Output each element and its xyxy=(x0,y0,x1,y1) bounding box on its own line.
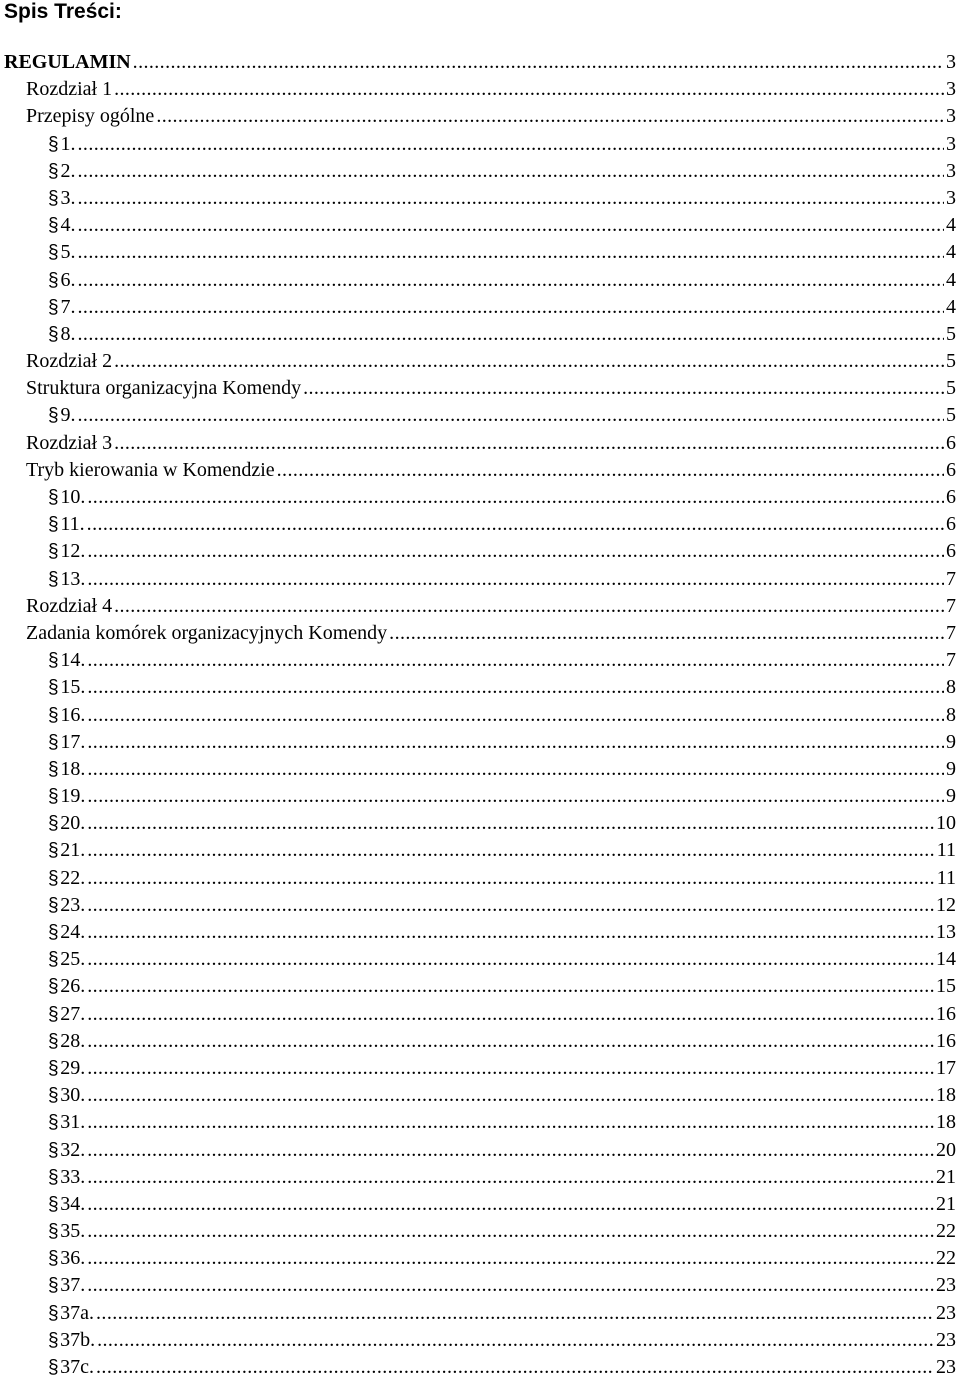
toc-entry-label: 36. xyxy=(60,1247,86,1270)
dot-leader xyxy=(87,566,944,593)
toc-entry-label: REGULAMIN xyxy=(4,51,131,73)
toc-entry-page-number: 11 xyxy=(936,866,956,889)
toc-entry[interactable] xyxy=(0,1218,960,1245)
dot-leader xyxy=(78,321,944,348)
toc-entry-page-number: 5 xyxy=(946,404,956,427)
section-sign: § xyxy=(48,1112,59,1134)
section-sign: § xyxy=(48,1275,59,1297)
toc-entry-page-number: 23 xyxy=(936,1274,956,1297)
section-sign: § xyxy=(48,1357,59,1378)
toc-entry-page-number: 18 xyxy=(936,1111,956,1134)
toc-entry-label: 34. xyxy=(60,1192,86,1215)
toc-entry[interactable] xyxy=(0,484,960,511)
section-sign: § xyxy=(48,867,59,889)
toc-entry-page-number: 15 xyxy=(936,975,956,998)
dot-leader xyxy=(114,430,944,457)
toc-entry[interactable] xyxy=(0,49,960,76)
toc-entry-label: Przepisy ogólne xyxy=(26,105,155,128)
section-sign: § xyxy=(48,487,59,508)
toc-entry[interactable] xyxy=(0,294,960,321)
toc-entry-label: 31. xyxy=(60,1111,86,1134)
dot-leader xyxy=(87,756,944,783)
toc-entry-label: 37c. xyxy=(60,1356,95,1378)
toc-entry[interactable] xyxy=(0,1327,960,1354)
toc-entry-label: 28. xyxy=(60,1029,86,1052)
toc-entry[interactable] xyxy=(0,837,960,864)
toc-entry-label: 32. xyxy=(60,1138,86,1161)
toc-entry-page-number: 21 xyxy=(936,1165,956,1188)
toc-entry[interactable] xyxy=(0,593,960,620)
toc-entry[interactable] xyxy=(0,1028,960,1055)
table-of-contents xyxy=(0,49,960,1381)
toc-entry-label: 16. xyxy=(60,703,86,726)
dot-leader xyxy=(96,1300,934,1327)
toc-entry-page-number: 21 xyxy=(936,1192,956,1215)
section-sign: § xyxy=(48,758,59,780)
toc-entry-label: 1. xyxy=(60,132,76,155)
toc-entry-page-number: 6 xyxy=(946,540,956,563)
dot-leader xyxy=(87,1137,934,1164)
toc-entry[interactable] xyxy=(0,158,960,185)
toc-entry-page-number: 23 xyxy=(936,1301,956,1324)
section-sign: § xyxy=(48,1302,59,1324)
toc-entry-page-number: 16 xyxy=(936,1002,956,1025)
toc-entry[interactable] xyxy=(0,212,960,239)
section-sign: § xyxy=(48,1329,59,1351)
section-sign: § xyxy=(48,323,59,345)
section-sign: § xyxy=(48,704,59,726)
toc-entry-label: Rozdział 2 xyxy=(26,350,113,373)
toc-entry-label: 22. xyxy=(60,866,86,889)
section-sign: § xyxy=(48,269,59,291)
toc-entry[interactable] xyxy=(0,1354,960,1381)
dot-leader xyxy=(156,103,944,130)
dot-leader xyxy=(87,837,934,864)
toc-entry[interactable] xyxy=(0,239,960,266)
toc-entry-page-number: 6 xyxy=(946,431,956,454)
section-sign: § xyxy=(48,568,59,590)
toc-entry-page-number: 3 xyxy=(946,132,956,155)
toc-entry[interactable] xyxy=(0,103,960,130)
dot-leader xyxy=(87,484,944,511)
section-sign: § xyxy=(48,813,59,835)
toc-entry-page-number: 3 xyxy=(946,105,956,128)
toc-entry[interactable] xyxy=(0,647,960,674)
dot-leader xyxy=(87,865,934,892)
section-sign: § xyxy=(48,1166,59,1188)
toc-entry[interactable] xyxy=(0,946,960,973)
section-sign: § xyxy=(48,405,59,427)
dot-leader xyxy=(87,946,934,973)
toc-entry-label: 2. xyxy=(60,159,76,182)
dot-leader xyxy=(133,49,944,76)
dot-leader xyxy=(78,185,944,212)
dot-leader xyxy=(87,729,944,756)
dot-leader xyxy=(87,783,944,810)
toc-entry-page-number: 8 xyxy=(946,676,956,699)
toc-entry[interactable] xyxy=(0,1300,960,1327)
toc-entry[interactable] xyxy=(0,267,960,294)
dot-leader xyxy=(78,267,944,294)
toc-entry-label: Rozdział 4 xyxy=(26,594,113,617)
toc-entry-page-number: 6 xyxy=(946,513,956,536)
toc-entry-page-number: 22 xyxy=(936,1220,956,1243)
toc-entry[interactable] xyxy=(0,702,960,729)
dot-leader xyxy=(87,538,944,565)
toc-entry-label: 9. xyxy=(60,404,76,427)
toc-entry-page-number: 4 xyxy=(946,241,956,264)
toc-entry-page-number: 23 xyxy=(936,1328,956,1351)
toc-entry-page-number: 4 xyxy=(946,214,956,237)
toc-entry-page-number: 7 xyxy=(946,649,956,672)
section-sign: § xyxy=(48,1193,59,1215)
dot-leader xyxy=(87,1272,934,1299)
section-sign: § xyxy=(48,1085,59,1107)
toc-entry-label: 29. xyxy=(60,1056,86,1079)
toc-entry[interactable] xyxy=(0,402,960,429)
section-sign: § xyxy=(48,296,59,318)
toc-entry[interactable] xyxy=(0,973,960,1000)
section-sign: § xyxy=(48,514,59,536)
toc-entry[interactable] xyxy=(0,566,960,593)
toc-entry[interactable] xyxy=(0,511,960,538)
toc-entry-label: Rozdział 1 xyxy=(26,78,113,101)
toc-entry-label: 17. xyxy=(60,730,86,753)
toc-entry-page-number: 17 xyxy=(936,1056,956,1079)
section-sign: § xyxy=(48,650,59,672)
dot-leader xyxy=(87,1109,934,1136)
toc-entry[interactable] xyxy=(0,538,960,565)
dot-leader xyxy=(87,892,934,919)
toc-entry[interactable] xyxy=(0,892,960,919)
section-sign: § xyxy=(48,949,59,971)
toc-entry-label: 37a. xyxy=(60,1301,95,1324)
dot-leader xyxy=(87,919,934,946)
toc-entry[interactable] xyxy=(0,348,960,375)
toc-entry-label: 14. xyxy=(60,649,86,672)
toc-entry-label: 33. xyxy=(60,1165,86,1188)
toc-entry-label: 5. xyxy=(60,241,76,264)
toc-entry-label: 27. xyxy=(60,1002,86,1025)
toc-entry-label: 4. xyxy=(60,214,76,237)
section-sign: § xyxy=(48,187,59,209)
section-sign: § xyxy=(48,1057,59,1079)
dot-leader xyxy=(114,348,944,375)
section-sign: § xyxy=(48,1139,59,1161)
section-sign: § xyxy=(48,1248,59,1270)
toc-entry-label: Rozdział 3 xyxy=(26,431,113,454)
toc-entry-label: 35. xyxy=(60,1220,86,1243)
toc-entry-page-number: 9 xyxy=(946,730,956,753)
section-sign: § xyxy=(48,976,59,998)
toc-entry[interactable] xyxy=(0,783,960,810)
dot-leader xyxy=(87,810,934,837)
dot-leader xyxy=(87,1028,934,1055)
toc-entry-page-number: 6 xyxy=(946,486,956,508)
toc-entry-page-number: 22 xyxy=(936,1247,956,1270)
toc-entry[interactable] xyxy=(0,729,960,756)
toc-entry-page-number: 6 xyxy=(946,458,956,481)
dot-leader xyxy=(78,158,944,185)
section-sign: § xyxy=(48,541,59,563)
toc-entry-label: 18. xyxy=(60,757,86,780)
toc-entry-page-number: 10 xyxy=(936,812,956,835)
section-sign: § xyxy=(48,242,59,264)
toc-entry-label: 37b. xyxy=(60,1328,96,1351)
section-sign: § xyxy=(48,1030,59,1052)
toc-entry[interactable] xyxy=(0,457,960,484)
toc-entry-page-number: 5 xyxy=(946,350,956,373)
toc-entry-page-number: 3 xyxy=(946,186,956,209)
section-sign: § xyxy=(48,215,59,237)
toc-entry[interactable] xyxy=(0,1164,960,1191)
toc-entry-label: 8. xyxy=(60,322,76,345)
toc-entry[interactable] xyxy=(0,76,960,103)
dot-leader xyxy=(97,1327,934,1354)
toc-title: Spis Treści: xyxy=(4,0,122,23)
dot-leader xyxy=(87,702,944,729)
toc-entry[interactable] xyxy=(0,1245,960,1272)
toc-entry-label: 10. xyxy=(60,486,86,508)
dot-leader xyxy=(303,375,944,402)
toc-entry[interactable] xyxy=(0,1191,960,1218)
toc-entry-label: Struktura organizacyjna Komendy xyxy=(26,377,302,400)
dot-leader xyxy=(78,131,944,158)
toc-entry[interactable] xyxy=(0,1109,960,1136)
toc-entry[interactable] xyxy=(0,865,960,892)
toc-entry-label: 13. xyxy=(60,567,86,590)
toc-entry-page-number: 5 xyxy=(946,377,956,400)
dot-leader xyxy=(87,973,934,1000)
toc-entry-page-number: 18 xyxy=(936,1084,956,1107)
toc-entry-page-number: 7 xyxy=(946,594,956,617)
toc-entry[interactable] xyxy=(0,1082,960,1109)
section-sign: § xyxy=(48,922,59,943)
dot-leader xyxy=(87,674,944,701)
toc-entry-label: 15. xyxy=(60,676,86,699)
toc-entry[interactable] xyxy=(0,131,960,158)
toc-entry-label: Tryb kierowania w Komendzie xyxy=(26,458,275,481)
toc-entry-page-number: 3 xyxy=(946,78,956,101)
section-sign: § xyxy=(48,840,59,862)
dot-leader xyxy=(87,1245,934,1272)
toc-entry-label: 20. xyxy=(60,812,86,835)
dot-leader xyxy=(87,511,944,538)
dot-leader xyxy=(78,239,944,266)
toc-entry[interactable] xyxy=(0,1055,960,1082)
toc-entry-label: 26. xyxy=(60,975,86,998)
toc-entry-page-number: 9 xyxy=(946,785,956,808)
section-sign: § xyxy=(48,786,59,808)
toc-entry-label: 23. xyxy=(60,893,86,916)
dot-leader xyxy=(114,76,944,103)
toc-entry-label: 19. xyxy=(60,785,86,808)
dot-leader xyxy=(96,1354,934,1381)
toc-entry-page-number: 7 xyxy=(946,567,956,590)
section-sign: § xyxy=(48,677,59,699)
toc-entry-label: 3. xyxy=(60,186,76,209)
toc-entry[interactable] xyxy=(0,430,960,457)
dot-leader xyxy=(87,1218,934,1245)
toc-entry-page-number: 3 xyxy=(946,51,956,73)
section-sign: § xyxy=(48,894,59,916)
toc-entry-page-number: 4 xyxy=(946,268,956,291)
toc-entry-label: 7. xyxy=(60,295,76,318)
toc-entry[interactable] xyxy=(0,321,960,348)
section-sign: § xyxy=(48,133,59,155)
toc-entry[interactable] xyxy=(0,1001,960,1028)
dot-leader xyxy=(78,294,944,321)
dot-leader xyxy=(389,620,944,647)
section-sign: § xyxy=(48,1221,59,1243)
toc-entry-page-number: 7 xyxy=(946,621,956,644)
toc-entry-page-number: 16 xyxy=(936,1029,956,1052)
dot-leader xyxy=(87,1001,934,1028)
toc-entry[interactable] xyxy=(0,620,960,647)
section-sign: § xyxy=(48,731,59,753)
toc-entry[interactable] xyxy=(0,810,960,837)
section-sign: § xyxy=(48,160,59,182)
toc-entry[interactable] xyxy=(0,375,960,402)
toc-entry-page-number: 13 xyxy=(936,921,956,943)
dot-leader xyxy=(78,212,944,239)
toc-entry-label: 6. xyxy=(60,268,76,291)
dot-leader xyxy=(87,1191,934,1218)
toc-entry[interactable] xyxy=(0,1137,960,1164)
dot-leader xyxy=(87,1164,934,1191)
toc-entry[interactable] xyxy=(0,919,960,946)
toc-entry[interactable] xyxy=(0,185,960,212)
dot-leader xyxy=(78,402,944,429)
toc-entry-label: Zadania komórek organizacyjnych Komendy xyxy=(26,621,388,644)
toc-entry-page-number: 23 xyxy=(936,1356,956,1378)
toc-entry-label: 12. xyxy=(60,540,86,563)
toc-entry-page-number: 20 xyxy=(936,1138,956,1161)
toc-entry-page-number: 11 xyxy=(936,839,956,862)
dot-leader xyxy=(87,1055,934,1082)
dot-leader xyxy=(87,1082,934,1109)
toc-entry-label: 11. xyxy=(60,513,85,536)
toc-entry-page-number: 14 xyxy=(936,948,956,971)
dot-leader xyxy=(114,593,944,620)
toc-entry-page-number: 9 xyxy=(946,757,956,780)
toc-entry-page-number: 12 xyxy=(936,893,956,916)
section-sign: § xyxy=(48,1003,59,1025)
toc-entry-page-number: 3 xyxy=(946,159,956,182)
toc-entry[interactable] xyxy=(0,756,960,783)
toc-entry-label: 21. xyxy=(60,839,86,862)
dot-leader xyxy=(277,457,944,484)
toc-entry-label: 37. xyxy=(60,1274,86,1297)
toc-entry-page-number: 8 xyxy=(946,703,956,726)
toc-entry[interactable] xyxy=(0,1272,960,1299)
toc-entry-label: 30. xyxy=(60,1084,86,1107)
toc-entry[interactable] xyxy=(0,674,960,701)
dot-leader xyxy=(87,647,944,674)
toc-entry-label: 24. xyxy=(60,921,86,943)
toc-entry-page-number: 5 xyxy=(946,322,956,345)
toc-entry-page-number: 4 xyxy=(946,295,956,318)
toc-entry-label: 25. xyxy=(60,948,86,971)
